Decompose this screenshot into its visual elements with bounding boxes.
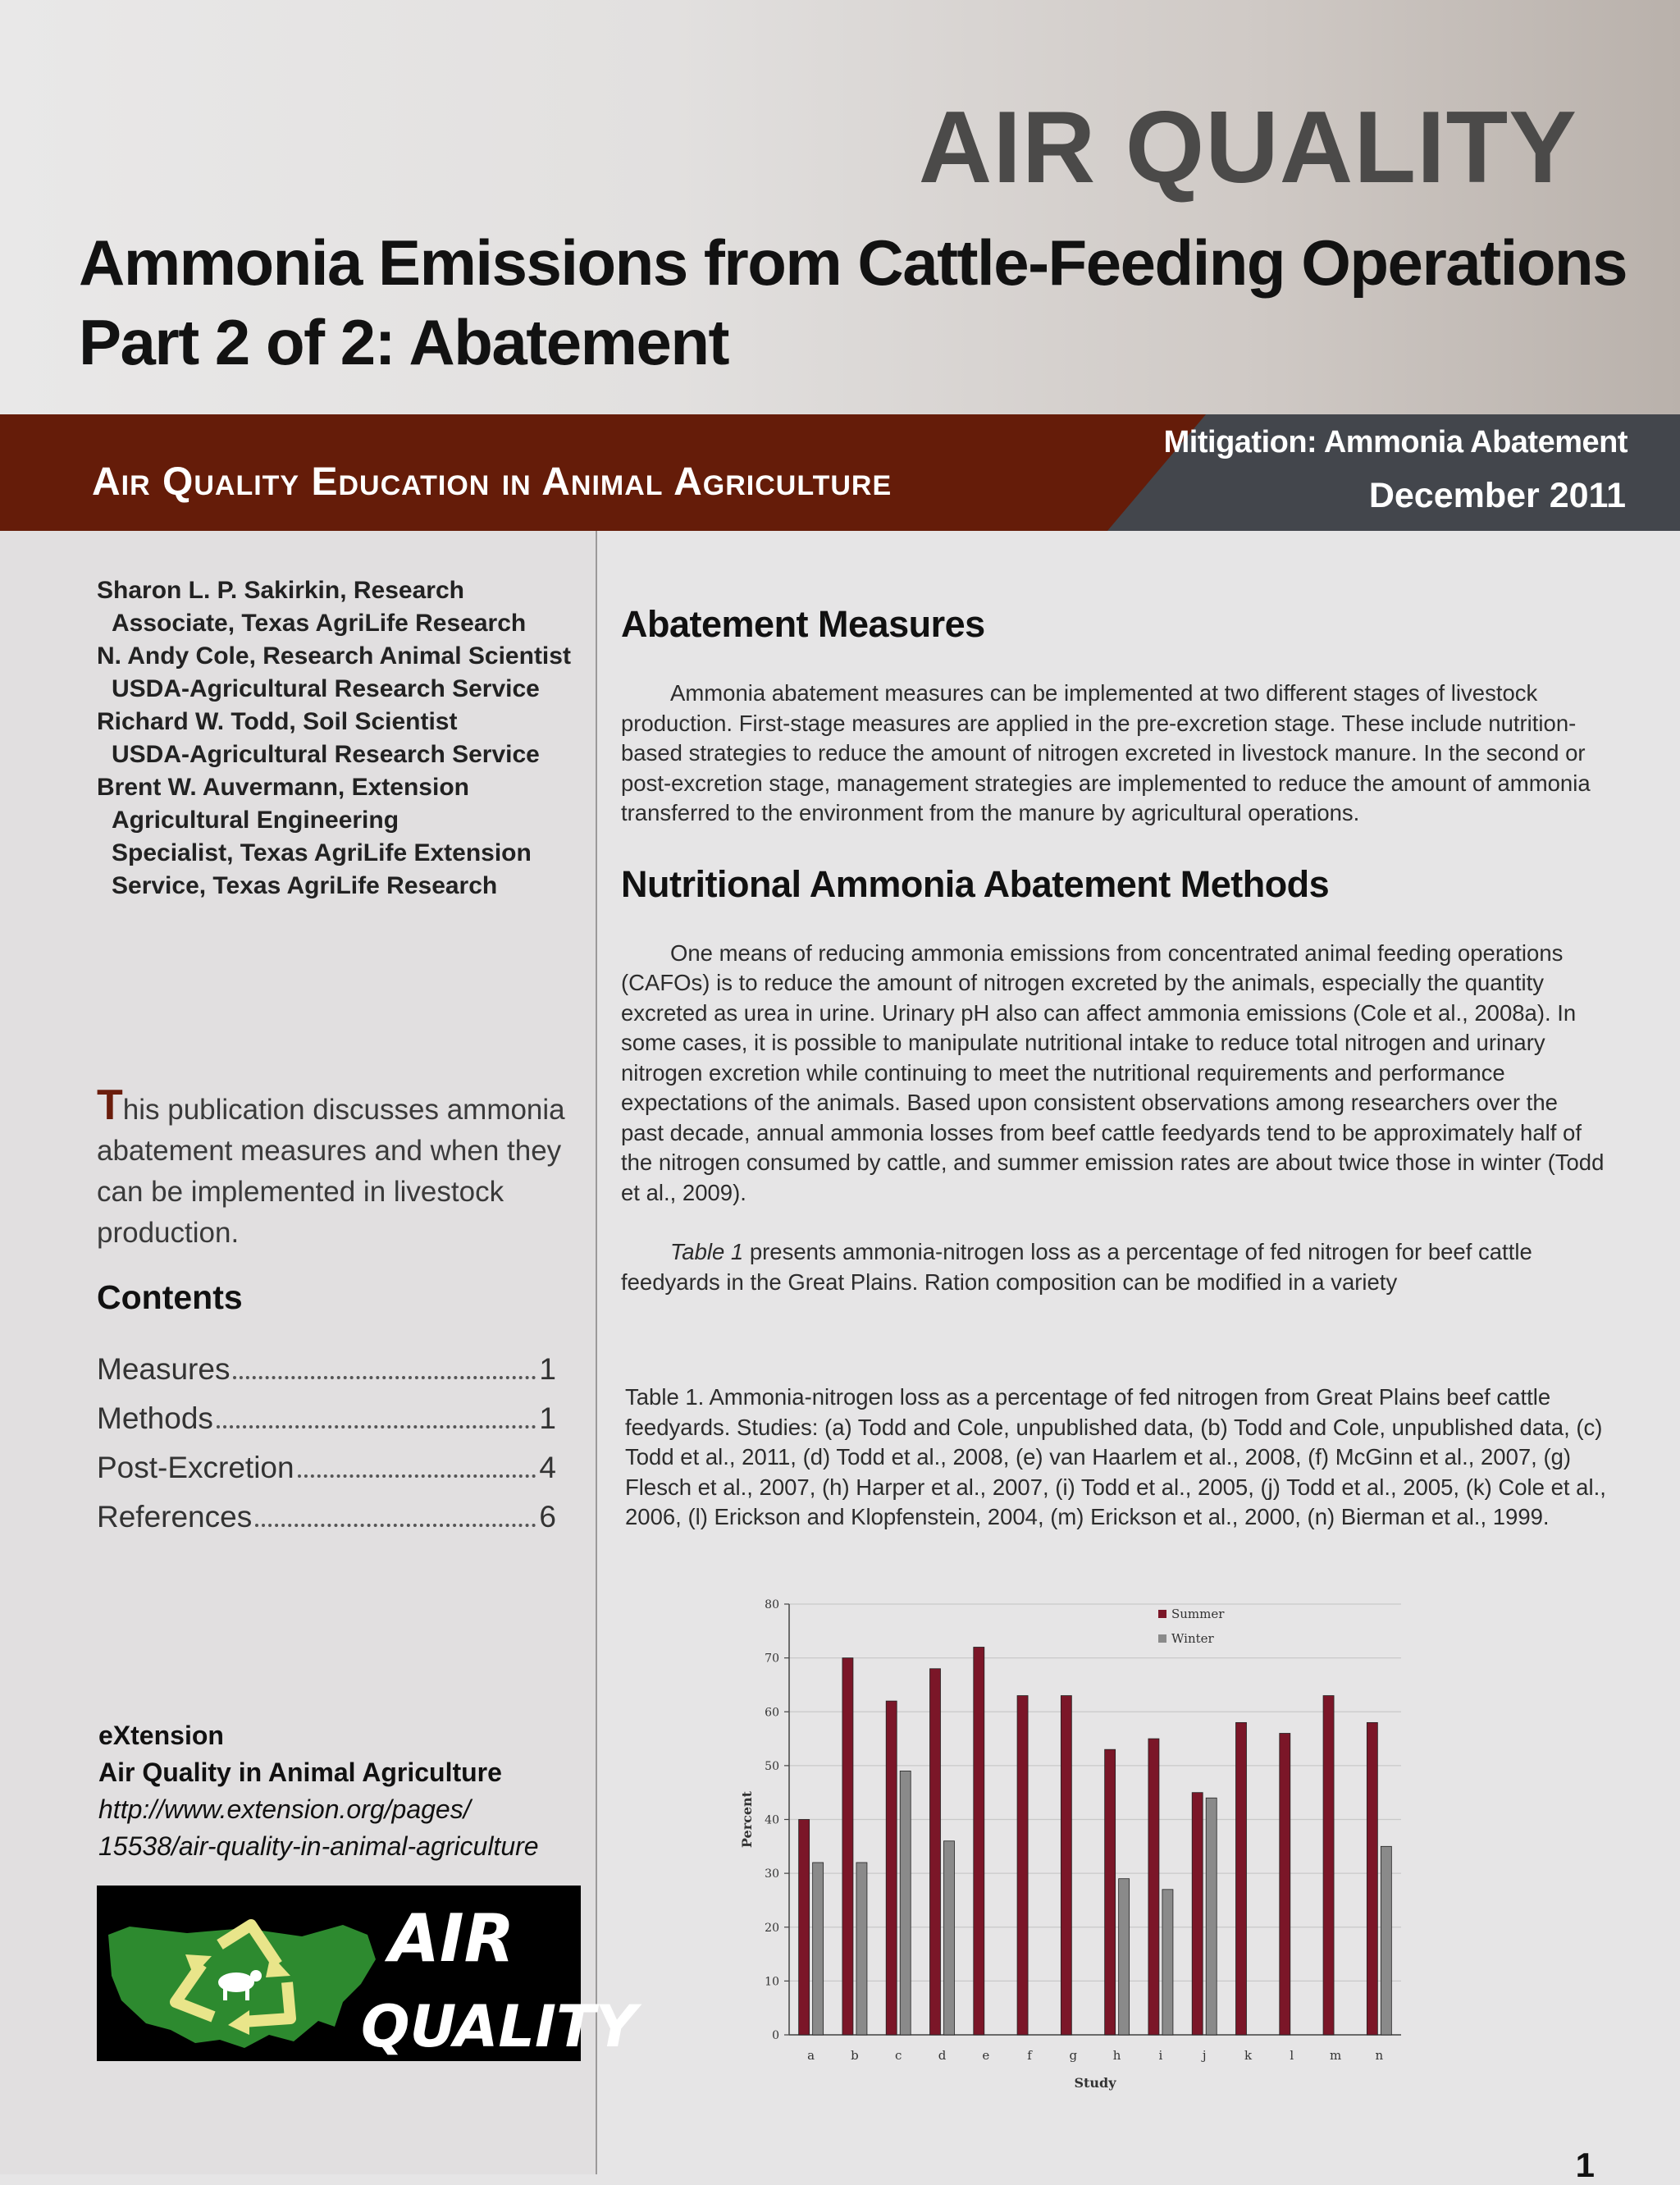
bar-summer xyxy=(1105,1749,1116,2035)
author-line: Agricultural Engineering xyxy=(112,807,399,834)
legend-label-winter: Winter xyxy=(1171,1631,1214,1646)
chart-svg xyxy=(730,1588,1427,2100)
x-tick-label: d xyxy=(938,2048,947,2063)
bar-summer xyxy=(799,1820,810,2036)
bar-winter xyxy=(944,1841,955,2035)
author-line: N. Andy Cole, Research Animal Scientist xyxy=(97,642,571,670)
author-list xyxy=(97,574,589,903)
bar-winter xyxy=(900,1771,911,2035)
toc-leader xyxy=(233,1376,536,1379)
table-of-contents xyxy=(97,1352,556,1549)
x-tick-label: f xyxy=(1027,2048,1032,2063)
toc-item-post-excretion[interactable] xyxy=(97,1451,556,1500)
bar-summer xyxy=(1280,1734,1290,2036)
legend-swatch-winter xyxy=(1158,1634,1166,1643)
legend-swatch-summer xyxy=(1158,1610,1166,1618)
extension-name: eXtension xyxy=(98,1721,224,1750)
extension-url-line1[interactable]: http://www.extension.org/pages/ xyxy=(98,1794,471,1824)
page-number: 1 xyxy=(1575,2146,1595,2184)
publication-summary xyxy=(97,1081,589,1254)
legend-label-summer: Summer xyxy=(1171,1607,1225,1621)
publication-date: December 2011 xyxy=(1368,476,1626,515)
y-tick-label: 10 xyxy=(765,1975,779,1989)
y-tick-label: 70 xyxy=(765,1652,779,1666)
toc-leader xyxy=(217,1425,536,1428)
logo-graphic xyxy=(97,1886,637,2061)
series-name: Air Quality Education in Animal Agriculture xyxy=(92,460,892,504)
logo-text-air: AIR xyxy=(389,1900,515,1977)
topic-label: Mitigation: Ammonia Abatement xyxy=(1163,425,1628,459)
y-tick-label: 50 xyxy=(765,1759,779,1773)
bar-summer xyxy=(974,1648,984,2036)
bar-winter xyxy=(1206,1798,1217,2035)
main-content xyxy=(621,603,1605,1297)
paragraph: One means of reducing ammonia emissions from concentrated animal feeding operations (CAFOs) is to reduce the amount of nitrogen excreted by the animals, especially the quantity excreted as urea in urine. Urinary pH also can affect ammonia emissions (Cole et al., 2008a). In some cases, it is possible to manipulate nutritional intake to reduce total nitrogen and urinary nitrogen excretion while continuing to meet the nutritional requirements and performance expectations of the animals. Based upon consistent observations among researchers over the past decade, annual ammonia losses from beef cattle feedyards tend to be approximately half of the nitrogen consumed by cattle, and summer emission rates are about twice those in winter (Todd et al., 2009). xyxy=(621,939,1605,1205)
x-tick-label: k xyxy=(1244,2048,1253,2063)
x-tick-label: b xyxy=(851,2048,859,2063)
bar-summer xyxy=(1192,1793,1203,2035)
x-tick-label: n xyxy=(1375,2048,1384,2063)
toc-label: Methods xyxy=(97,1401,213,1435)
header-banner xyxy=(0,0,1680,414)
extension-url-line2[interactable]: 15538/air-quality-in-animal-agriculture xyxy=(98,1831,539,1861)
toc-page: 1 xyxy=(539,1401,556,1435)
paragraph-text: presents ammonia-nitrogen loss as a percentage of fed nitrogen for beef cattle feedyards in the Great Plains. Ration composition can be modified in a variety xyxy=(621,1239,1532,1295)
extension-program: Air Quality in Animal Agriculture xyxy=(98,1758,502,1787)
section-heading-abatement-measures: Abatement Measures xyxy=(621,603,985,645)
bar-summer xyxy=(1367,1722,1377,2035)
author-line: Service, Texas AgriLife Research xyxy=(112,872,498,899)
bar-winter xyxy=(813,1863,824,2035)
bar-chart xyxy=(730,1588,1427,2100)
toc-item-references[interactable] xyxy=(97,1500,556,1549)
x-tick-label: m xyxy=(1329,2048,1342,2063)
contents-heading: Contents xyxy=(97,1278,243,1316)
bar-winter xyxy=(1162,1890,1173,2035)
x-tick-label: h xyxy=(1112,2048,1121,2063)
extension-info xyxy=(98,1717,591,1865)
x-tick-label: i xyxy=(1158,2048,1163,2063)
toc-page: 4 xyxy=(539,1451,556,1484)
bar-summer xyxy=(1148,1739,1159,2035)
y-tick-label: 20 xyxy=(765,1921,779,1935)
air-quality-logo xyxy=(97,1886,637,2061)
document-title-line1: Ammonia Emissions from Cattle-Feeding Operations xyxy=(79,226,1627,299)
table-reference: Table 1 xyxy=(670,1239,744,1264)
author-line: Associate, Texas AgriLife Research xyxy=(112,610,527,637)
toc-label: References xyxy=(97,1500,253,1534)
x-tick-label: a xyxy=(807,2048,815,2063)
author-line: Sharon L. P. Sakirkin, Research xyxy=(97,577,464,604)
logo-text-quality: QUALITY xyxy=(361,1993,637,2060)
y-axis-label: Percent xyxy=(739,1790,755,1849)
x-tick-label: l xyxy=(1290,2048,1294,2063)
bar-winter xyxy=(1119,1879,1130,2035)
y-tick-label: 40 xyxy=(765,1813,779,1827)
bar-summer xyxy=(1323,1696,1334,2035)
x-tick-label: c xyxy=(895,2048,902,2063)
section-heading-nutritional-methods: Nutritional Ammonia Abatement Methods xyxy=(621,862,1330,905)
toc-item-methods[interactable] xyxy=(97,1401,556,1451)
drop-cap: T xyxy=(97,1081,123,1129)
y-tick-label: 30 xyxy=(765,1867,779,1881)
y-tick-label: 60 xyxy=(765,1706,779,1720)
x-tick-label: g xyxy=(1069,2048,1078,2063)
bar-winter xyxy=(856,1863,867,2035)
bar-winter xyxy=(1381,1846,1391,2035)
paragraph: Ammonia abatement measures can be implemented at two different stages of livestock production. First-stage measures are applied in the pre-excretion stage. These include nutrition-based strategies to reduce the amount of nitrogen excreted in livestock manure. In the second or post-excretion stage, management strategies are implemented to reduce the amount of ammonia transferred to the environment from the manure by agricultural operations. xyxy=(621,680,1591,825)
author-line: USDA-Agricultural Research Service xyxy=(112,675,540,702)
summary-text: his publication discusses ammonia abatement measures and when they can be implemented in livestock production. xyxy=(97,1094,565,1249)
author-line: Richard W. Todd, Soil Scientist xyxy=(97,708,458,735)
bar-summer xyxy=(842,1658,853,2035)
document-title xyxy=(79,223,1627,382)
x-tick-label: j xyxy=(1202,2048,1207,2063)
toc-page: 6 xyxy=(539,1500,556,1534)
paragraph xyxy=(621,1237,1605,1297)
author-line: Brent W. Auvermann, Extension xyxy=(97,774,469,801)
toc-label: Measures xyxy=(97,1352,231,1386)
bar-summer xyxy=(1236,1722,1247,2035)
table-caption: Table 1. Ammonia-nitrogen loss as a percentage of fed nitrogen from Great Plains beef cattle feedyards. Studies: (a) Todd and Cole, unpublished data, (b) Todd and Cole, unpublished data, (c) Todd et al., 2011, (d) Todd et al., 2008, (e) van Haarlem et al., 2008, (f) McGinn et al., 2007, (g) Flesch et al., 2007, (h) Harper et al., 2007, (i) Todd et al., 2005, (j) Todd et al., 2005, (k) Cole et al., 2006, (l) Erickson and Klopfenstein, 2004, (m) Erickson et al., 2000, (n) Bierman et al., 1999. xyxy=(625,1384,1606,1529)
toc-label: Post-Excretion xyxy=(97,1451,294,1484)
toc-item-measures[interactable] xyxy=(97,1352,556,1401)
air-quality-title: AIR QUALITY xyxy=(918,91,1577,204)
toc-leader xyxy=(255,1524,536,1527)
toc-leader xyxy=(298,1474,536,1478)
bar-summer xyxy=(1061,1696,1071,2035)
bar-summer xyxy=(930,1669,941,2035)
y-tick-label: 80 xyxy=(765,1598,779,1611)
y-tick-label: 0 xyxy=(772,2029,779,2042)
toc-page: 1 xyxy=(539,1352,556,1386)
bar-summer xyxy=(886,1701,897,2035)
bar-summer xyxy=(1017,1696,1028,2035)
author-line: Specialist, Texas AgriLife Extension xyxy=(112,839,532,866)
document-title-line2: Part 2 of 2: Abatement xyxy=(79,306,728,378)
x-axis-label: Study xyxy=(1074,2075,1116,2091)
x-tick-label: e xyxy=(982,2048,990,2063)
author-line: USDA-Agricultural Research Service xyxy=(112,741,540,768)
